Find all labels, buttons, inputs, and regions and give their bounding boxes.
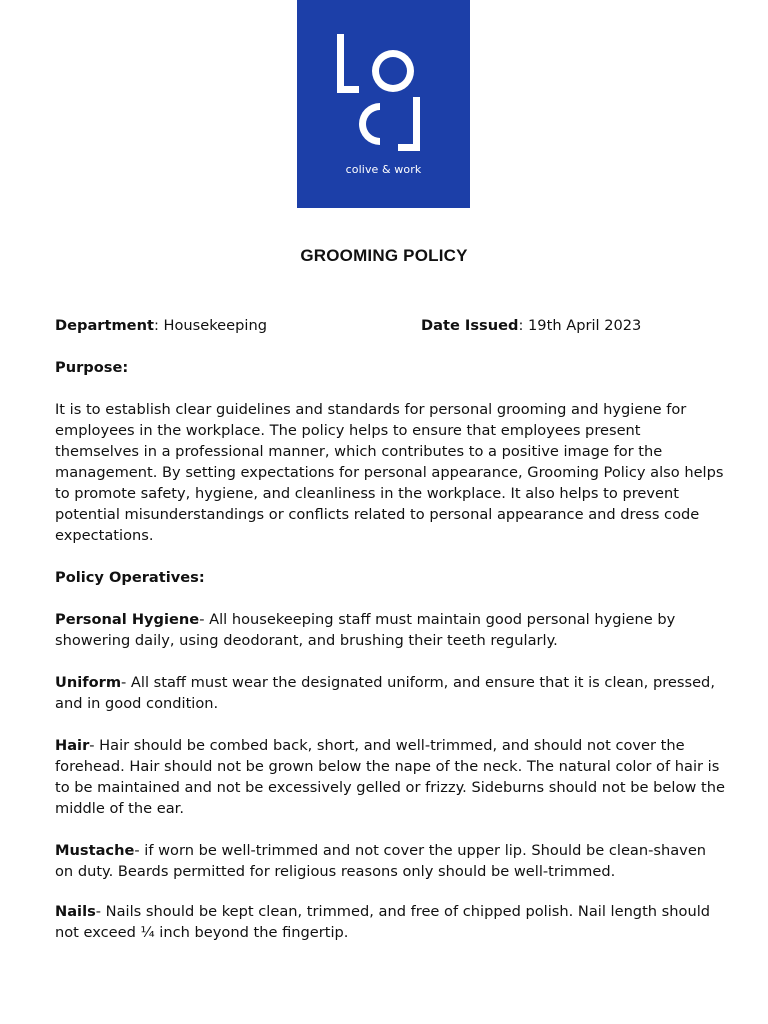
operative-text: - All staff must wear the designated uniform, and ensure that it is clean, pressed, and in good condition.: [55, 674, 715, 712]
purpose-heading: Purpose:: [55, 359, 129, 376]
operative-nails: [55, 901, 727, 943]
operative-personal-hygiene: [55, 609, 727, 651]
date-issued-label: Date Issued: [421, 317, 519, 334]
operative-uniform: [55, 672, 727, 714]
operative-text: - Nails should be kept clean, trimmed, and free of chipped polish. Nail length should not exceed ¼ inch beyond the fingertip.: [55, 903, 711, 941]
operative-term: Hair: [55, 737, 90, 754]
document-body: [55, 357, 727, 964]
operative-text: - All housekeeping staff must maintain good personal hygiene by showering daily, using deodorant, and brushing their teeth regularly.: [55, 611, 676, 649]
operative-text: - Hair should be combed back, short, and well-trimmed, and should not cover the forehead. Hair should not be grown below the nape of the neck. The natural color of hair is to be maintained and not be excessively gelled or frizzy. Sideburns should not be below the middle of the ear.: [55, 737, 725, 817]
purpose-text: It is to establish clear guidelines and standards for personal grooming and hygiene for employees in the workplace. The policy helps to ensure that employees present themselves in a professional manner, which contributes to a positive image for the management. By setting expectations for personal appearance, Grooming Policy also helps to promote safety, hygiene, and cleanliness in the workplace. It also helps to prevent potential misunderstandings or conflicts related to personal appearance and dress code expectations.: [55, 401, 724, 544]
department-value: : Housekeeping: [153, 317, 267, 334]
operative-term: Nails: [55, 903, 96, 920]
operative-hair: [55, 735, 727, 819]
department-line: [55, 316, 267, 336]
operative-text: - if worn be well-trimmed and not cover the upper lip. Should be clean-shaven on duty. Beards permitted for religious reasons only should be well-trimmed.: [55, 842, 707, 880]
operative-term: Mustache: [55, 842, 135, 859]
logo-tagline: colive & work: [345, 163, 422, 176]
date-issued-line: [421, 316, 641, 336]
logo-mark: [297, 0, 470, 160]
date-issued-value: : 19th April 2023: [518, 317, 642, 334]
department-label: Department: [55, 317, 154, 334]
document-title: GROOMING POLICY: [300, 246, 468, 265]
operative-term: Uniform: [55, 674, 122, 691]
company-logo: [297, 0, 470, 208]
operative-mustache: [55, 840, 727, 882]
operative-term: Personal Hygiene: [55, 611, 200, 628]
policy-operatives-heading: Policy Operatives:: [55, 569, 205, 586]
